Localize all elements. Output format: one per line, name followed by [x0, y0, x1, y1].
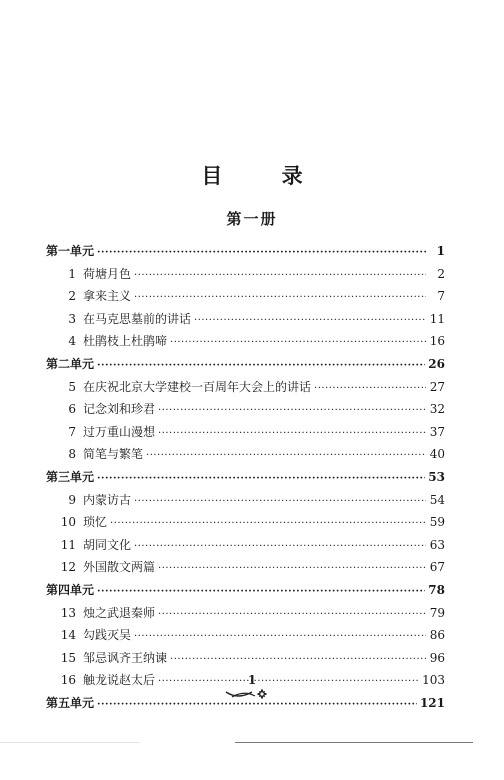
toc-title: 杜鹃枝上杜鹃啼 — [83, 334, 168, 349]
dot-leader — [158, 423, 426, 446]
toc-title: 记念刘和珍君 — [83, 402, 156, 417]
toc-title: 琐忆 — [83, 515, 108, 530]
toc-page: 7 — [437, 289, 445, 304]
toc-title: 第二单元 — [46, 356, 95, 371]
toc-page: 78 — [428, 582, 445, 597]
toc-number: 11 — [60, 537, 76, 552]
toc-row — [47, 511, 445, 534]
toc-page: 121 — [419, 695, 445, 710]
toc-title: 第一单元 — [46, 244, 95, 258]
dot-leader — [134, 287, 426, 310]
toc-number: 10 — [60, 515, 76, 530]
toc-number: 16 — [60, 673, 76, 688]
dot-leader — [134, 491, 426, 514]
toc-number: 8 — [68, 447, 76, 462]
toc-title: 荷塘月色 — [83, 266, 132, 281]
toc-title: 邹忌讽齐王纳谏 — [83, 650, 168, 665]
toc-page: 54 — [429, 492, 445, 507]
toc-row — [47, 330, 445, 353]
toc-page: 103 — [422, 673, 445, 688]
toc-title: 内蒙访古 — [83, 492, 132, 507]
dot-leader — [97, 468, 425, 491]
toc-number: 2 — [68, 289, 76, 304]
dot-leader — [170, 332, 426, 355]
dot-leader — [194, 310, 426, 333]
toc-title: 过万重山漫想 — [83, 424, 156, 439]
toc-page: 86 — [429, 628, 445, 643]
toc-page: 79 — [429, 605, 445, 620]
dot-leader — [97, 581, 425, 604]
toc-page: 67 — [429, 560, 445, 575]
toc-title: 外国散文两篇 — [83, 560, 156, 575]
toc-page: 27 — [429, 379, 445, 394]
toc-page: 2 — [437, 266, 445, 281]
toc-page: 63 — [429, 537, 445, 552]
toc-page: 53 — [428, 469, 445, 484]
flourish-ornament-icon — [222, 686, 282, 702]
toc-title: 第三单元 — [46, 469, 95, 484]
toc-number: 1 — [68, 266, 76, 281]
toc-number: 3 — [68, 311, 76, 326]
toc-number: 5 — [68, 379, 76, 394]
toc-page: 26 — [428, 356, 445, 371]
toc-unit-row — [47, 579, 445, 602]
toc-title: 烛之武退秦师 — [83, 605, 156, 620]
toc-page: 96 — [429, 650, 445, 665]
toc-row — [47, 556, 445, 579]
dot-leader — [314, 378, 426, 401]
volume-title: 第一册 — [226, 210, 278, 228]
toc-row — [47, 624, 445, 647]
toc-title: 胡同文化 — [83, 537, 132, 552]
page-number: 1 — [247, 673, 257, 687]
toc-title: 在庆祝北京大学建校一百周年大会上的讲话 — [83, 379, 312, 394]
toc-number: 7 — [68, 424, 76, 439]
dot-leader — [134, 536, 426, 559]
toc-unit-row — [47, 353, 445, 376]
toc-row — [47, 647, 445, 670]
dot-leader — [170, 649, 426, 672]
toc-page: 40 — [429, 447, 445, 462]
dot-leader — [134, 626, 426, 649]
dot-leader — [97, 355, 425, 378]
toc-page: 16 — [429, 334, 445, 349]
toc-title: 第五单元 — [46, 695, 95, 710]
toc-title: 拿来主义 — [83, 289, 132, 304]
toc-page: 11 — [429, 311, 445, 326]
toc-title: 在马克思墓前的讲话 — [83, 311, 192, 326]
toc-number: 15 — [60, 650, 76, 665]
scan-artifact-line — [235, 742, 473, 743]
toc-number: 13 — [60, 605, 76, 620]
toc-row — [47, 534, 445, 557]
toc-unit-row — [47, 240, 445, 263]
page-title: 目 录 — [201, 163, 329, 188]
toc-row — [47, 443, 445, 466]
dot-leader — [110, 513, 426, 536]
toc-row — [47, 263, 445, 286]
dot-leader — [97, 242, 426, 265]
toc-page: 32 — [429, 402, 445, 417]
table-of-contents — [47, 240, 445, 714]
toc-number: 6 — [68, 402, 76, 417]
toc-page: 1 — [436, 244, 445, 258]
toc-title: 第四单元 — [46, 582, 95, 597]
toc-number: 9 — [68, 492, 76, 507]
toc-title: 简笔与繁笔 — [83, 447, 144, 462]
toc-row — [47, 489, 445, 512]
toc-title: 勾践灭吴 — [83, 628, 132, 643]
dot-leader — [158, 558, 426, 581]
dot-leader — [146, 445, 426, 468]
dot-leader — [158, 400, 426, 423]
toc-row — [47, 308, 445, 331]
toc-number: 12 — [60, 560, 76, 575]
toc-title: 触龙说赵太后 — [83, 673, 156, 688]
toc-row — [47, 398, 445, 421]
toc-number: 14 — [60, 628, 76, 643]
dot-leader — [134, 265, 426, 288]
toc-row — [47, 602, 445, 625]
scan-artifact-line — [0, 742, 140, 743]
toc-row — [47, 421, 445, 444]
toc-page: 59 — [429, 515, 445, 530]
toc-row — [47, 376, 445, 399]
toc-unit-row — [47, 466, 445, 489]
dot-leader — [158, 604, 426, 627]
toc-number: 4 — [68, 334, 76, 349]
toc-row — [47, 285, 445, 308]
toc-page: 37 — [429, 424, 445, 439]
